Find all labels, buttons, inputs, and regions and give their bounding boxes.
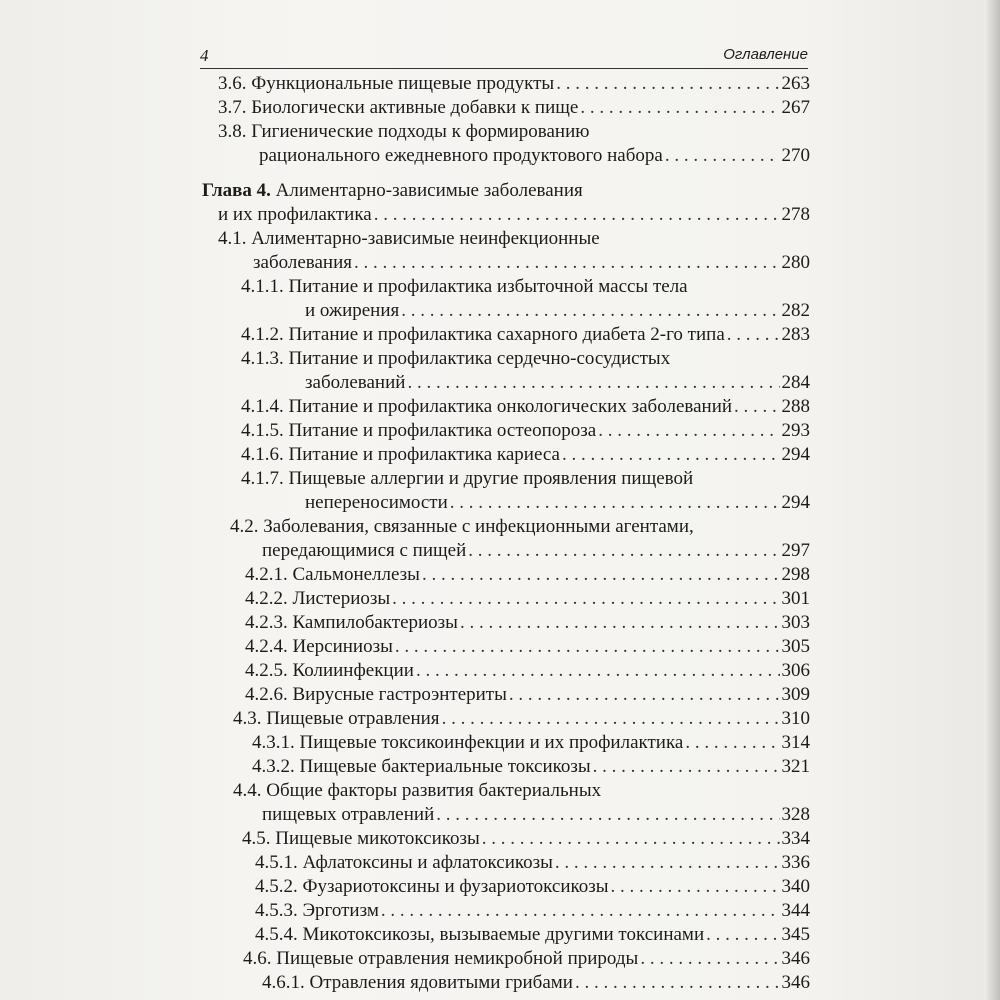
toc-entry: 4.5. Пищевые микотоксикозы . . . 334 — [242, 827, 810, 851]
toc-entry: 4.2. Заболевания, связанные с инфекционными агентами, — [230, 516, 694, 537]
toc-entry-continuation: заболеваний . . . 284 — [305, 371, 810, 395]
toc-entry: 3.6. Функциональные пищевые продукты . . . 263 — [218, 72, 810, 96]
toc-entry: 4.6.1. Отравления ядовитыми грибами . . . 346 — [262, 971, 810, 993]
toc-entry-continuation: и ожирения . . . 282 — [305, 299, 810, 323]
toc-entry: 4.3.2. Пищевые бактериальные токсикозы . . . 321 — [252, 755, 810, 779]
toc-entry: 4.1.1. Питание и профилактика избыточной массы тела — [241, 276, 688, 297]
toc-entry: 4.1.7. Пищевые аллергии и другие проявления пищевой — [241, 468, 694, 489]
toc-entry-continuation: рационального ежедневного продуктового набора . . . 270 — [259, 144, 810, 168]
section-title: Оглавление — [723, 46, 808, 63]
toc-entry: 3.7. Биологически активные добавки к пище . . . 267 — [218, 96, 810, 120]
toc-entry: 4.1.6. Питание и профилактика кариеса . . . 294 — [241, 443, 810, 467]
toc-entry: 4.1.3. Питание и профилактика сердечно-сосудистых — [241, 348, 671, 369]
toc-entry: 4.5.4. Микотоксикозы, вызываемые другими токсинами . . . 345 — [255, 923, 810, 947]
toc-entry: 4.3.1. Пищевые токсикоинфекции и их профилактика . . . 314 — [252, 731, 810, 755]
toc-entry: 4.6. Пищевые отравления немикробной природы . . . 346 — [243, 947, 810, 971]
toc-entry-continuation: передающимися с пищей . . . 297 — [262, 539, 810, 563]
toc-entry-continuation: непереносимости . . . 294 — [305, 491, 810, 515]
toc-entry: 4.3. Пищевые отравления . . . 310 — [233, 707, 810, 731]
toc-entry: 4.5.1. Афлатоксины и афлатоксикозы . . . 336 — [255, 851, 810, 875]
toc-entry: 4.1.5. Питание и профилактика остеопороза . . . 293 — [241, 419, 810, 443]
toc-entry-continuation: заболевания . . . 280 — [253, 251, 810, 275]
toc-entry: 4.2.1. Сальмонеллезы . . . 298 — [245, 563, 810, 587]
toc-entry: 4.5.2. Фузариотоксины и фузариотоксикозы . . . 340 — [255, 875, 810, 899]
chapter-heading: Глава 4. Алиментарно-зависимые заболевания — [202, 180, 583, 201]
toc-entry: 4.2.2. Листериозы . . . 301 — [245, 587, 810, 611]
toc-entry: 4.1.2. Питание и профилактика сахарного диабета 2-го типа . . . 283 — [241, 323, 810, 347]
chapter-label: Глава 4. — [202, 180, 271, 201]
toc-entry: 4.4. Общие факторы развития бактериальных — [233, 780, 602, 801]
toc-entry: 4.2.6. Вирусные гастроэнтериты . . . 309 — [245, 683, 810, 707]
toc-entry-continuation: и их профилактика . . . 278 — [218, 203, 810, 227]
toc-entry: 4.1. Алиментарно-зависимые неинфекционные — [218, 228, 600, 249]
toc-entry: 4.2.3. Кампилобактериозы . . . 303 — [245, 611, 810, 635]
toc-entry-continuation: пищевых отравлений . . . 328 — [262, 803, 810, 827]
toc-entry: 4.2.5. Колиинфекции . . . 306 — [245, 659, 810, 683]
toc-entry: 4.2.4. Иерсиниозы . . . 305 — [245, 635, 810, 659]
page-number: 4 — [200, 46, 209, 65]
toc-entry: 4.5.3. Эрготизм . . . 344 — [255, 899, 810, 923]
toc-entry: 4.1.4. Питание и профилактика онкологических заболеваний . . . 288 — [241, 395, 810, 419]
toc-entry: 3.8. Гигиенические подходы к формированию — [218, 121, 590, 142]
